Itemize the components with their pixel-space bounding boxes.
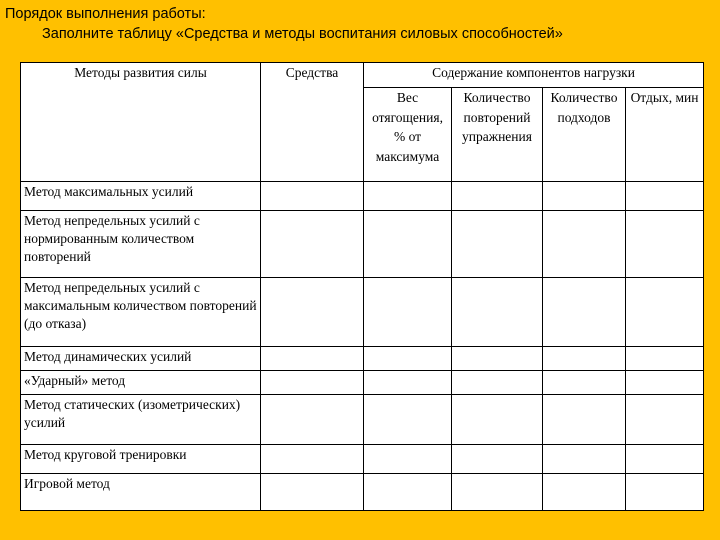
header-rest: Отдых, мин [626, 88, 704, 182]
empty-cell[interactable] [626, 278, 704, 347]
empty-cell[interactable] [452, 395, 543, 445]
empty-cell[interactable] [543, 445, 626, 474]
table-row [21, 182, 704, 211]
header-repetitions: Количество повторений упражнения [452, 88, 543, 182]
empty-cell[interactable] [261, 445, 364, 474]
empty-cell[interactable] [364, 474, 452, 511]
empty-cell[interactable] [261, 371, 364, 395]
empty-cell[interactable] [452, 211, 543, 278]
empty-cell[interactable] [261, 278, 364, 347]
empty-cell[interactable] [261, 474, 364, 511]
empty-cell[interactable] [626, 395, 704, 445]
empty-cell[interactable] [452, 445, 543, 474]
empty-cell[interactable] [364, 347, 452, 371]
method-cell: Игровой метод [21, 474, 261, 511]
empty-cell[interactable] [364, 278, 452, 347]
methods-table [20, 62, 704, 511]
empty-cell[interactable] [543, 278, 626, 347]
empty-cell[interactable] [543, 371, 626, 395]
header-methods: Методы развития силы [21, 63, 261, 182]
empty-cell[interactable] [543, 211, 626, 278]
task-heading [5, 4, 563, 44]
method-cell: «Ударный» метод [21, 371, 261, 395]
empty-cell[interactable] [543, 182, 626, 211]
empty-cell[interactable] [364, 182, 452, 211]
header-means: Средства [261, 63, 364, 182]
empty-cell[interactable] [452, 347, 543, 371]
empty-cell[interactable] [364, 371, 452, 395]
method-cell: Метод непредельных усилий с максимальным количеством повторений (до отказа) [21, 278, 261, 347]
empty-cell[interactable] [626, 347, 704, 371]
method-cell: Метод непредельных усилий с нормированным количеством повторений [21, 211, 261, 278]
header-weight: Вес отягощения, % от максимума [364, 88, 452, 182]
method-cell: Метод круговой тренировки [21, 445, 261, 474]
empty-cell[interactable] [626, 445, 704, 474]
method-cell: Метод максимальных усилий [21, 182, 261, 211]
empty-cell[interactable] [261, 395, 364, 445]
table-header-row [21, 63, 704, 88]
header-sets: Количество подходов [543, 88, 626, 182]
empty-cell[interactable] [261, 182, 364, 211]
task-title: Порядок выполнения работы: [5, 6, 206, 22]
empty-cell[interactable] [626, 182, 704, 211]
method-cell: Метод статических (изометрических) усилий [21, 395, 261, 445]
empty-cell[interactable] [543, 347, 626, 371]
empty-cell[interactable] [261, 347, 364, 371]
empty-cell[interactable] [452, 371, 543, 395]
empty-cell[interactable] [452, 474, 543, 511]
empty-cell[interactable] [452, 278, 543, 347]
table-row [21, 395, 704, 445]
table-row [21, 474, 704, 511]
table-row [21, 371, 704, 395]
table-row [21, 278, 704, 347]
task-instruction: Заполните таблицу «Средства и методы воспитания силовых способностей» [42, 26, 563, 42]
empty-cell[interactable] [626, 474, 704, 511]
method-cell: Метод динамических усилий [21, 347, 261, 371]
table-row [21, 347, 704, 371]
empty-cell[interactable] [543, 395, 626, 445]
empty-cell[interactable] [364, 395, 452, 445]
empty-cell[interactable] [364, 211, 452, 278]
empty-cell[interactable] [364, 445, 452, 474]
table-row [21, 211, 704, 278]
table-row [21, 445, 704, 474]
empty-cell[interactable] [626, 371, 704, 395]
empty-cell[interactable] [543, 474, 626, 511]
methods-table-sheet [20, 62, 703, 510]
header-load-components: Содержание компонентов нагрузки [364, 63, 704, 88]
empty-cell[interactable] [626, 211, 704, 278]
empty-cell[interactable] [261, 211, 364, 278]
empty-cell[interactable] [452, 182, 543, 211]
